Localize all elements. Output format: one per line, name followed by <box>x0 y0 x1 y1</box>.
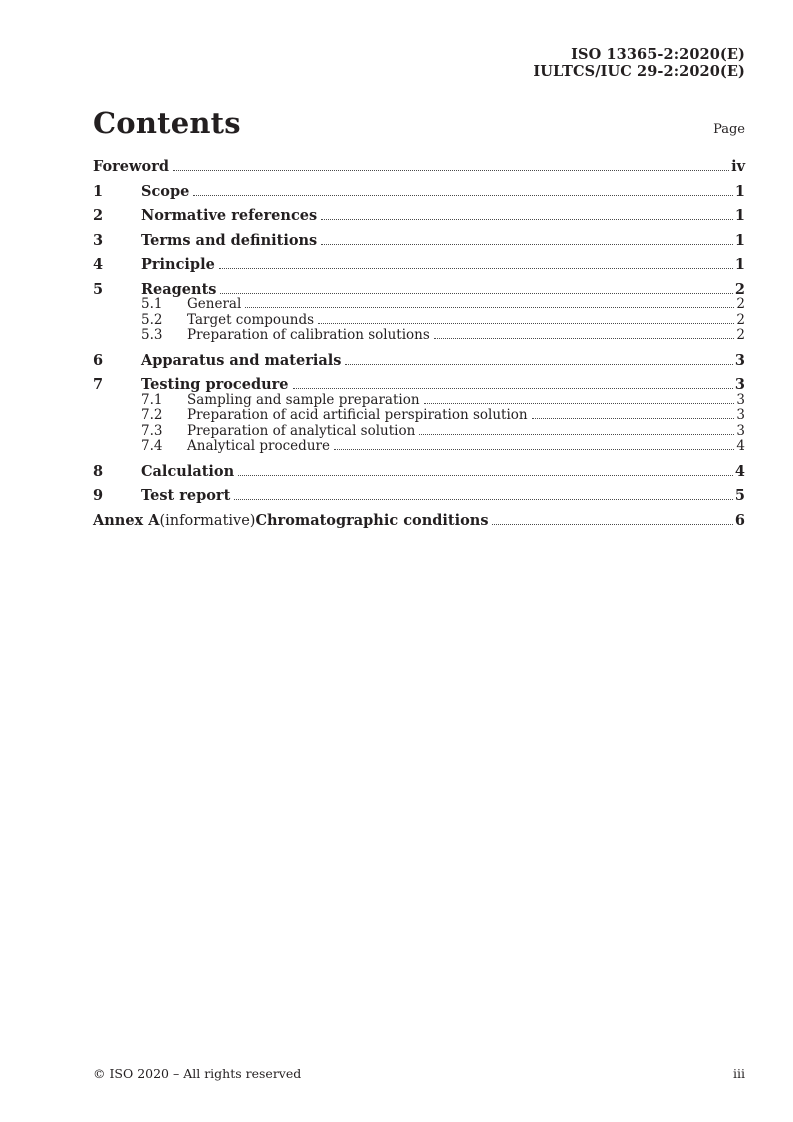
toc-entry-page: 2 <box>736 311 745 328</box>
toc-entry-number: 7 <box>93 376 104 393</box>
toc-entry-page: 1 <box>734 182 745 200</box>
toc-entry-page: 1 <box>734 256 745 273</box>
toc-annex-label: Annex A <box>93 511 160 529</box>
toc-entry <box>93 208 745 224</box>
toc-dot-leader <box>238 475 733 476</box>
toc-entry-title: Testing procedure <box>141 376 289 393</box>
toc-entry-title: Principle <box>141 256 215 273</box>
toc-dot-leader <box>419 434 734 435</box>
toc-entry-page: 3 <box>736 422 745 439</box>
toc-dot-leader <box>234 499 733 500</box>
toc-entry-title: Analytical procedure <box>187 438 330 454</box>
toc-entry-number: 5.1 <box>141 296 163 312</box>
toc-entry-title: Terms and definitions <box>141 231 318 249</box>
toc-entry-page: 3 <box>736 391 745 408</box>
page-footer <box>93 1066 745 1081</box>
toc-entry <box>93 297 745 313</box>
toc-entry-title: Preparation of analytical solution <box>187 422 416 439</box>
toc-entry-page: 3 <box>736 407 745 423</box>
toc-entry <box>93 488 745 504</box>
toc-dot-leader <box>293 388 733 389</box>
toc-dot-leader <box>220 293 732 294</box>
table-of-contents <box>93 150 745 529</box>
contents-heading <box>93 106 745 140</box>
toc-entry-page: 2 <box>736 296 745 312</box>
toc-entry-title: General <box>187 296 242 312</box>
page-column-label: Page <box>713 122 745 137</box>
toc-entry <box>93 439 745 455</box>
toc-entry-number: 5 <box>93 280 104 298</box>
toc-dot-leader <box>219 268 733 269</box>
toc-entry-title: Calculation <box>141 462 235 480</box>
toc-annex-qualifier: (informative) <box>159 512 256 529</box>
toc-entry <box>93 353 745 369</box>
toc-entry-number: 4 <box>93 256 104 273</box>
toc-entry <box>93 424 745 440</box>
document-reference-header <box>533 46 745 80</box>
toc-entry <box>93 377 745 393</box>
toc-dot-leader <box>173 170 729 171</box>
toc-entry <box>93 257 745 273</box>
toc-entry-title: Test report <box>141 487 231 504</box>
toc-entry <box>93 393 745 409</box>
toc-entry-title: Preparation of acid artificial perspiration solution <box>187 407 528 423</box>
toc-entry-number: 2 <box>93 207 104 224</box>
copyright-notice: © ISO 2020 – All rights reserved <box>93 1066 302 1081</box>
toc-dot-leader <box>321 219 733 220</box>
page-title: Contents <box>93 106 241 140</box>
toc-dot-leader <box>193 195 733 196</box>
toc-entry-title: Target compounds <box>187 311 315 328</box>
toc-entry-number: 7.1 <box>141 391 163 408</box>
toc-dot-leader <box>345 364 732 365</box>
toc-entry-number: 7.4 <box>141 438 163 454</box>
toc-entry <box>93 282 745 298</box>
toc-entry-title: Normative references <box>141 207 318 224</box>
toc-dot-leader <box>318 323 734 324</box>
toc-entry-number: 6 <box>93 351 104 369</box>
toc-entry <box>93 408 745 424</box>
toc-entry <box>93 513 745 530</box>
toc-entry <box>93 233 745 249</box>
toc-entry <box>93 313 745 329</box>
toc-entry-page: 3 <box>734 376 745 393</box>
toc-entry <box>93 464 745 480</box>
toc-dot-leader <box>532 418 735 419</box>
toc-dot-leader <box>434 338 735 339</box>
toc-entry-title: Scope <box>141 182 190 200</box>
toc-entry-page: 2 <box>736 327 745 343</box>
toc-entry-page: 5 <box>734 487 745 504</box>
toc-entry-number: 9 <box>93 487 104 504</box>
toc-dot-leader <box>334 449 734 450</box>
toc-dot-leader <box>321 244 733 245</box>
toc-entry-title: Apparatus and materials <box>141 351 342 369</box>
toc-entry-number: 5.2 <box>141 311 163 328</box>
toc-entry-page: iv <box>731 158 745 175</box>
toc-entry <box>93 184 745 200</box>
toc-entry-title: Chromatographic conditions <box>255 511 489 529</box>
toc-entry-page: 1 <box>734 231 745 249</box>
toc-entry-number: 3 <box>93 231 104 249</box>
toc-entry-title: Preparation of calibration solutions <box>187 327 430 343</box>
toc-entry-number: 5.3 <box>141 327 163 343</box>
page-number: iii <box>733 1066 745 1081</box>
toc-dot-leader <box>424 403 735 404</box>
toc-entry-number: 8 <box>93 462 104 480</box>
toc-entry-title: Sampling and sample preparation <box>187 391 420 408</box>
toc-entry-page: 3 <box>734 351 745 369</box>
toc-entry-title: Foreword <box>93 158 169 175</box>
toc-entry-number: 1 <box>93 182 104 200</box>
toc-dot-leader <box>492 524 732 525</box>
toc-entry <box>93 328 745 344</box>
toc-dot-leader <box>245 307 734 308</box>
standard-number-iultcs: IULTCS/IUC 29-2:2020(E) <box>533 63 745 80</box>
standard-number-iso: ISO 13365-2:2020(E) <box>571 46 745 63</box>
toc-entry-page: 4 <box>734 462 745 480</box>
toc-entry-number: 7.3 <box>141 422 163 439</box>
toc-entry-title: Reagents <box>141 280 217 298</box>
toc-entry-page: 6 <box>734 511 745 529</box>
toc-entry-page: 4 <box>736 438 745 454</box>
toc-entry <box>93 159 745 175</box>
toc-entry-page: 2 <box>734 280 745 298</box>
toc-entry-page: 1 <box>734 207 745 224</box>
toc-entry-number: 7.2 <box>141 407 163 423</box>
